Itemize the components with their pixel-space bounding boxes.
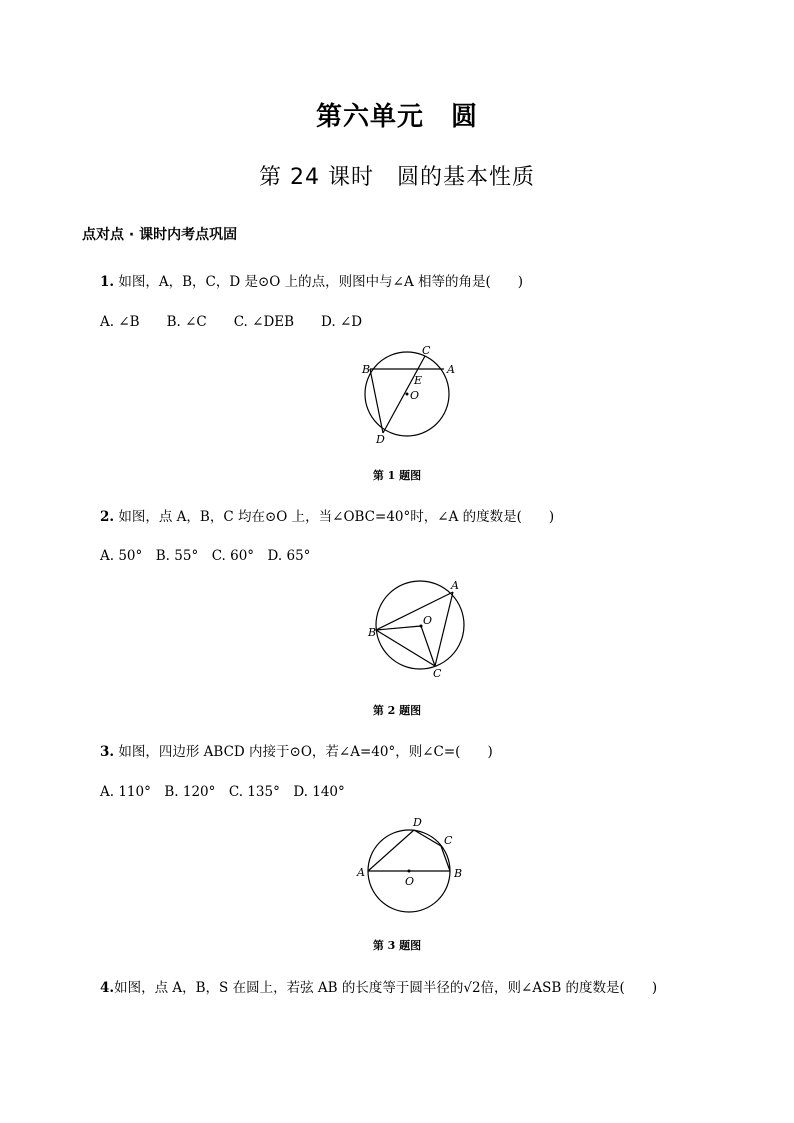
figure-3-caption: 第 3 题图: [372, 939, 422, 952]
figure-2-caption: 第 2 题图: [372, 704, 422, 717]
label-c: C: [444, 834, 453, 847]
label-e: E: [414, 374, 423, 387]
label-c: C: [422, 344, 431, 357]
question-4: [100, 976, 657, 996]
label-a: A: [447, 363, 455, 376]
question-number: 2.: [100, 509, 115, 525]
question-text: 如图，四边形 ABCD 内接于⊙O，若∠A=40°，则∠C=( ): [114, 744, 493, 760]
label-d: D: [413, 816, 422, 829]
label-o: O: [410, 389, 420, 402]
question-number: 1.: [100, 274, 115, 290]
label-b: B: [362, 363, 371, 376]
question-text: 如图，点 A，B，C 均在⊙O 上，当∠OBC=40°时，∠A 的度数是( ): [114, 509, 555, 525]
question-2: [100, 505, 554, 525]
question-3-options: A. 110° B. 120° C. 135° D. 140°: [100, 784, 345, 800]
chord-ba: [376, 592, 453, 630]
chord-dc: [414, 830, 441, 846]
label-a: A: [451, 579, 459, 592]
radius-oc: [421, 626, 435, 666]
center-point: [406, 393, 409, 396]
figure-1-caption: 第 1 题图: [372, 469, 422, 482]
center-point: [408, 870, 411, 873]
question-number: 3.: [100, 744, 115, 760]
question-text: 如图，A，B，C，D 是⊙O 上的点，则图中与∠A 相等的角是( ): [114, 274, 524, 290]
label-b: B: [454, 867, 463, 880]
label-c: C: [433, 667, 442, 680]
unit-title: 第六单元 圆: [315, 102, 478, 132]
question-text: 如图，点 A，B，S 在圆上，若弦 AB 的长度等于圆半径的√2倍，则∠ASB 的度数是( ): [114, 980, 658, 996]
chord-ac: [435, 592, 453, 666]
figure-2: [365, 578, 470, 680]
chord-ad: [368, 830, 414, 871]
question-2-options: A. 50° B. 55° C. 60° D. 65°: [100, 548, 311, 564]
label-a: A: [357, 866, 365, 879]
question-3: [100, 740, 493, 760]
label-o: O: [405, 875, 415, 888]
label-d: D: [376, 433, 385, 446]
chord-bc: [376, 630, 435, 666]
figure-3: [352, 812, 468, 916]
question-number: 4.: [100, 980, 115, 996]
section-title: 点对点 · 课时内考点巩固: [82, 227, 238, 243]
label-o: O: [423, 614, 433, 627]
question-1: [100, 270, 523, 290]
question-1-options: A. ∠B B. ∠C C. ∠DEB D. ∠D: [100, 314, 363, 330]
lesson-title: 第 24 课时 圆的基本性质: [259, 165, 535, 190]
figure-1: [360, 342, 460, 447]
label-b: B: [368, 626, 377, 639]
